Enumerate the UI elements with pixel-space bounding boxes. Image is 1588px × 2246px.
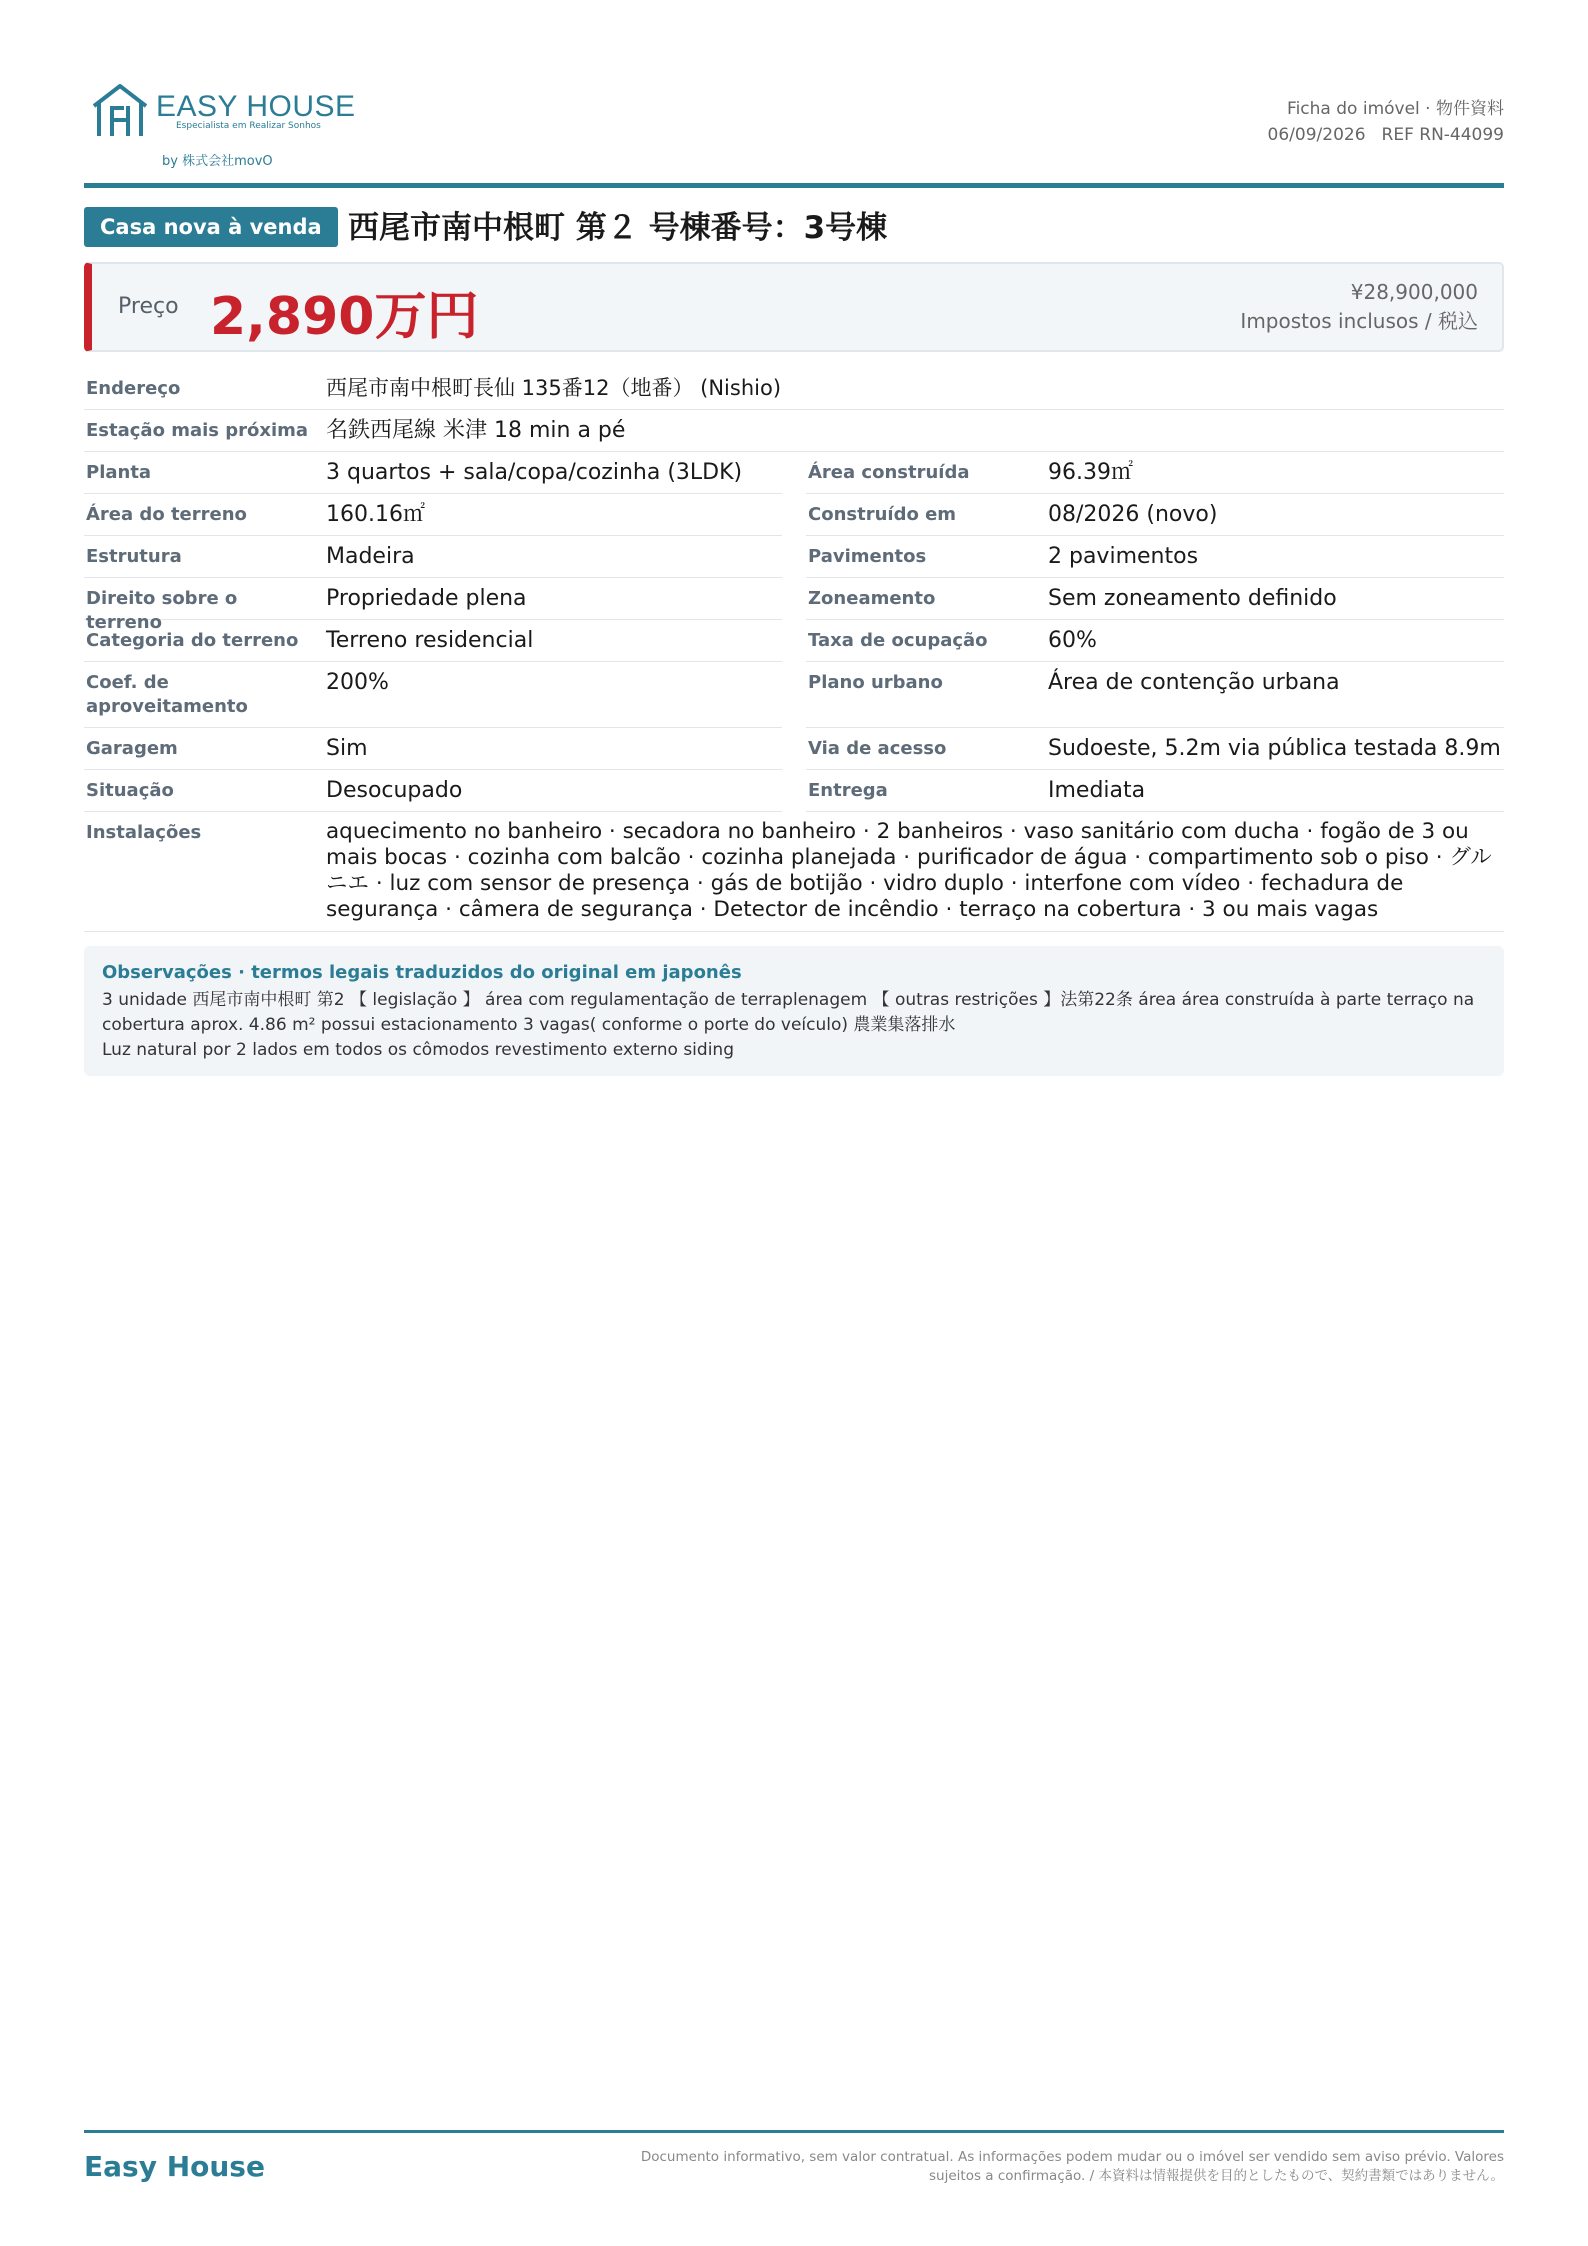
- footer-disclaimer: Documento informativo, sem valor contratual. As informações podem mudar ou o imóvel ser vendido sem aviso prévio. Valores sujeitos a confirmação. / 本資料は情報提供を目的としたもので、契約書類ではありません。: [640, 2149, 1504, 2184]
- spec-value: Madeira: [326, 544, 415, 569]
- spec-label: Zoneamento: [808, 588, 936, 609]
- spec-cell: [806, 728, 1504, 770]
- brand-logo: [90, 80, 356, 176]
- listing-type-badge: Casa nova à venda: [84, 207, 338, 247]
- title-row: [84, 206, 1504, 250]
- spec-value: 160.16㎡: [326, 502, 425, 527]
- spec-row: [84, 770, 1504, 812]
- price-tax-note: Impostos inclusos / 税込: [1240, 309, 1478, 333]
- spec-label: Estação mais próxima: [86, 420, 309, 441]
- spec-value: Área de contenção urbana: [1048, 670, 1340, 695]
- property-sheet: [84, 0, 1504, 2246]
- spec-label: Entrega: [808, 780, 888, 801]
- spec-label: Estrutura: [86, 546, 182, 567]
- spec-row: [84, 620, 1504, 662]
- spec-value: Propriedade plena: [326, 586, 527, 611]
- spec-cell: [806, 770, 1504, 812]
- spec-label: Direito sobre o terreno: [86, 588, 238, 633]
- brand-tagline: Especialista em Realizar Sonhos: [176, 121, 321, 131]
- spec-value: Desocupado: [326, 778, 463, 803]
- notes-box: [84, 946, 1504, 1076]
- spec-value: 3 quartos + sala/copa/cozinha (3LDK): [326, 460, 743, 485]
- spec-table: [84, 368, 1504, 932]
- spec-row: [84, 536, 1504, 578]
- spec-value: Sem zoneamento definido: [1048, 586, 1337, 611]
- notes-line-2: Luz natural por 2 lados em todos os cômodos revestimento externo siding: [102, 1040, 734, 1060]
- spec-row: [84, 494, 1504, 536]
- spec-cell: [806, 662, 1504, 728]
- spec-value: 08/2026 (novo): [1048, 502, 1218, 527]
- spec-value: 2 pavimentos: [1048, 544, 1199, 569]
- spec-value: 60%: [1048, 628, 1097, 653]
- footer-divider: [84, 2130, 1504, 2133]
- spec-cell: [84, 494, 782, 536]
- spec-label: Área construída: [808, 462, 970, 483]
- spec-value: 西尾市南中根町長仙 135番12（地番） (Nishio): [326, 376, 782, 400]
- spec-value: Sudoeste, 5.2m via pública testada 8.9m: [1048, 736, 1501, 761]
- notes-line-1: 3 unidade 西尾市南中根町 第2 【 legislação 】 área com regulamentação de terraplenagem 【 outras restrições 】法第22条 área área construída à parte terraço na cobertura aprox. 4.86 m² possui estacionamento 3 vagas( conforme o porte do veículo) 農業集落排水: [102, 990, 1475, 1035]
- spec-row: [84, 578, 1504, 633]
- spec-row-station: [84, 410, 1504, 452]
- spec-label: Coef. de aproveitamento: [86, 672, 248, 717]
- spec-label: Garagem: [86, 738, 178, 759]
- spec-row-address: [84, 368, 1504, 410]
- spec-cell: [84, 770, 782, 812]
- doc-ref: REF RN-44099: [1381, 125, 1504, 145]
- spec-cell: [806, 536, 1504, 578]
- house-logo-icon: [90, 80, 150, 142]
- spec-value: 200%: [326, 670, 389, 695]
- doc-date: 06/09/2026: [1267, 125, 1366, 145]
- spec-row-facilities: [84, 812, 1504, 932]
- spec-label: Planta: [86, 462, 152, 483]
- spec-row: [84, 662, 1504, 728]
- spec-label: Via de acesso: [808, 738, 947, 759]
- spec-value: Terreno residencial: [326, 628, 534, 653]
- price-label: Preço: [118, 294, 179, 319]
- spec-label: Situação: [86, 780, 174, 801]
- spec-label: Pavimentos: [808, 546, 927, 567]
- spec-cell: [806, 452, 1504, 494]
- notes-title: Observações · termos legais traduzidos do original em japonês: [102, 962, 742, 983]
- spec-label: Instalações: [86, 822, 202, 843]
- spec-label: Construído em: [808, 504, 957, 525]
- spec-row: [84, 452, 1504, 494]
- property-title: 西尾市南中根町 第２ 号棟番号：3号棟: [348, 210, 888, 246]
- spec-cell: [84, 620, 782, 662]
- spec-value: Sim: [326, 736, 368, 761]
- spec-cell: [806, 578, 1504, 620]
- price-details: [1240, 278, 1478, 336]
- spec-cell: [84, 662, 782, 728]
- header: [84, 80, 1504, 180]
- brand-name: EASY HOUSE: [156, 90, 356, 123]
- spec-row: [84, 728, 1504, 770]
- spec-cell: [806, 494, 1504, 536]
- price-value: 2,890万円: [210, 287, 479, 347]
- spec-label: Categoria do terreno: [86, 630, 299, 651]
- doc-type: Ficha do imóvel · 物件資料: [1287, 99, 1504, 119]
- spec-cell: [84, 452, 782, 494]
- spec-label: Área do terreno: [86, 504, 247, 525]
- footer-brand: Easy House: [84, 2150, 265, 2183]
- spec-cell: [806, 620, 1504, 662]
- price-box: [84, 262, 1504, 352]
- doc-date-ref: [1268, 122, 1504, 148]
- spec-value: 名鉄西尾線 米津 18 min a pé: [326, 418, 626, 443]
- spec-value: 96.39㎡: [1048, 460, 1133, 485]
- spec-value: Imediata: [1048, 778, 1146, 803]
- spec-label: Taxa de ocupação: [808, 630, 988, 651]
- price-yen: ¥28,900,000: [1350, 280, 1478, 304]
- spec-cell: [84, 536, 782, 578]
- spec-cell: [84, 728, 782, 770]
- header-divider: [84, 183, 1504, 188]
- spec-label: Endereço: [86, 378, 181, 399]
- spec-cell: [84, 578, 782, 633]
- brand-by: by 株式会社movO: [162, 154, 273, 169]
- spec-label: Plano urbano: [808, 672, 943, 693]
- spec-value: aquecimento no banheiro · secadora no banheiro · 2 banheiros · vaso sanitário com ducha · fogão de 3 ou mais bocas · cozinha com balcão · cozinha planejada · purificador de água · compartimento sob o piso · グルニエ · luz com sensor de presença · gás de botijão · vidro duplo · interfone com vídeo · fechadura de segurança · câmera de segurança · Detector de incêndio · terraço na cobertura · 3 ou mais vagas: [326, 819, 1492, 922]
- document-meta: [1268, 96, 1504, 148]
